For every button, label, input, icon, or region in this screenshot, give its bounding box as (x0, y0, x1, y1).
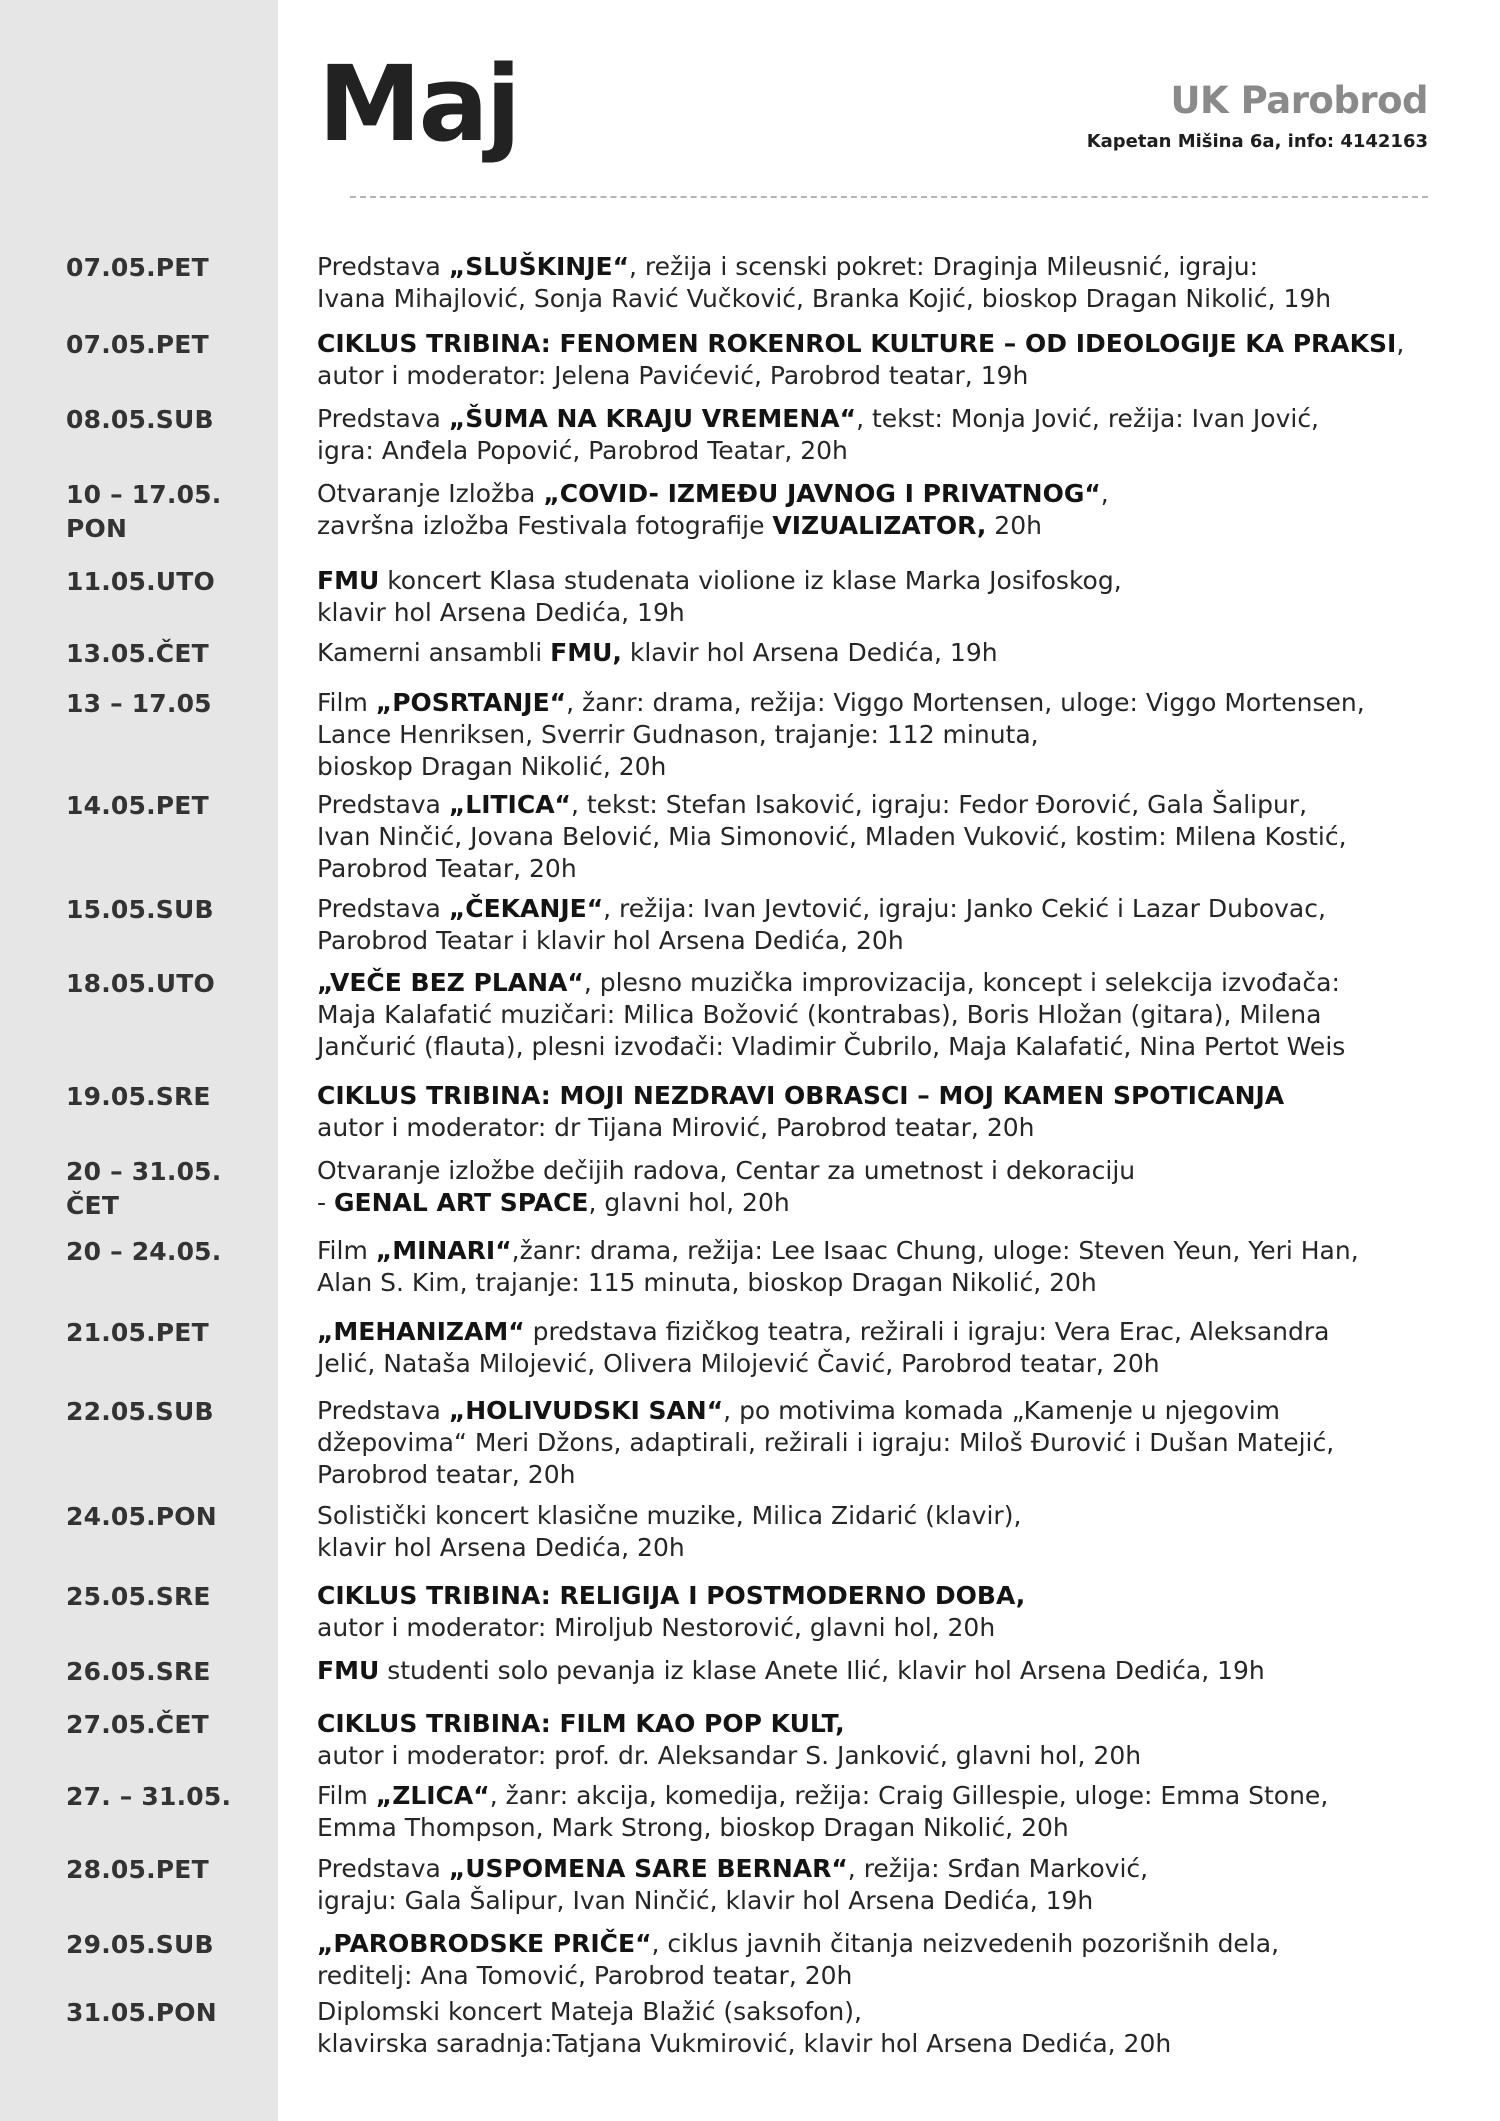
event-date-line: ČET (66, 1191, 120, 1220)
page-title: Maj (318, 43, 519, 165)
event-date (66, 1853, 271, 1887)
event-date (66, 1655, 271, 1689)
event-description (317, 789, 1457, 885)
event-date (66, 1996, 271, 2030)
event-highlight: „POSRTANJE“ (375, 688, 567, 717)
event-highlight: „PAROBRODSKE PRIČE“ (317, 1929, 652, 1958)
event-date-line: 14.05.PET (66, 791, 209, 820)
event-date (66, 1708, 271, 1742)
event-date (66, 967, 271, 1001)
event-description-line (317, 1740, 1457, 1772)
event-text: Kamerni ansambli (317, 638, 551, 667)
event-description (317, 1655, 1457, 1687)
event-text: Film (317, 688, 376, 717)
event-description (317, 637, 1457, 669)
event-date-line: PON (66, 514, 128, 543)
event-description (317, 1500, 1457, 1564)
event-description (317, 1853, 1457, 1917)
event-description-line (317, 1155, 1457, 1187)
event-text: Predstava (317, 404, 449, 433)
event-highlight: „COVID- IZMEĐU JAVNOG I PRIVATNOG“ (543, 479, 1101, 508)
event-text: Predstava (317, 1396, 449, 1425)
event-description-line (317, 1532, 1457, 1564)
event-text: Lance Henriksen, Sverrir Gudnason, trajanje: 112 minuta, (317, 720, 1039, 749)
event-description (317, 1395, 1457, 1491)
event-text: predstava fizičkog teatra, režirali i igraju: Vera Erac, Aleksandra (524, 1317, 1330, 1346)
event-description-line (317, 565, 1457, 597)
event-description (317, 1080, 1457, 1144)
event-description (317, 1780, 1457, 1844)
event-text: , ciklus javnih čitanja neizvedenih pozorišnih dela, (651, 1929, 1280, 1958)
event-highlight: „HOLIVUDSKI SAN“ (448, 1396, 724, 1425)
event-date-line: 21.05.PET (66, 1318, 209, 1347)
event-description-line (317, 1780, 1457, 1812)
event-description-line (317, 510, 1457, 542)
event-description-line (317, 1655, 1457, 1687)
event-text: Diplomski koncert Mateja Blažić (saksofon), (317, 1997, 862, 2026)
event-description-line (317, 435, 1457, 467)
event-date (66, 1500, 271, 1534)
event-highlight: „LITICA“ (448, 790, 571, 819)
event-date (66, 1316, 271, 1350)
event-date (66, 403, 271, 437)
event-description (317, 1708, 1457, 1772)
event-text: autor i moderator: Jelena Pavićević, Parobrod teatar, 19h (317, 361, 1029, 390)
event-description-line (317, 1996, 1457, 2028)
event-text: 20h (986, 511, 1042, 540)
event-text: završna izložba Festivala fotografije (317, 511, 773, 540)
event-date-line: 19.05.SRE (66, 1082, 211, 1111)
event-highlight: FMU (317, 1656, 380, 1685)
event-date (66, 1395, 271, 1429)
event-text: , žanr: drama, režija: Viggo Mortensen, uloge: Viggo Mortensen, (566, 688, 1365, 717)
event-highlight: „ZLICA“ (375, 1781, 490, 1810)
event-highlight: „MINARI“ (375, 1236, 512, 1265)
event-description-line (317, 1459, 1457, 1491)
event-description-line (317, 328, 1457, 360)
event-description (317, 1580, 1457, 1644)
event-text: Maja Kalafatić muzičari: Milica Božović (kontrabas), Boris Hložan (gitara), Milena (317, 1000, 1322, 1029)
event-text: reditelj: Ana Tomović, Parobrod teatar, 20h (317, 1961, 853, 1990)
event-description (317, 403, 1457, 467)
event-description-line (317, 1187, 1457, 1219)
event-description-line (317, 2028, 1457, 2060)
event-date (66, 1080, 271, 1114)
event-text: Parobrod Teatar i klavir hol Arsena Dedića, 20h (317, 926, 904, 955)
event-text: bioskop Dragan Nikolić, 20h (317, 752, 667, 781)
event-text: , glavni hol, 20h (588, 1188, 790, 1217)
event-text: klavir hol Arsena Dedića, 19h (317, 598, 685, 627)
event-text: Predstava (317, 1854, 449, 1883)
event-text: , režija i scenski pokret: Draginja Mileusnić, igraju: (629, 252, 1259, 281)
event-date (66, 637, 271, 671)
event-date (66, 565, 271, 599)
event-highlight: „SLUŠKINJE“ (448, 252, 630, 281)
event-date (66, 687, 271, 721)
event-date-line: 08.05.SUB (66, 405, 214, 434)
event-date-line: 29.05.SUB (66, 1930, 214, 1959)
event-description-line (317, 283, 1457, 315)
event-date (66, 478, 271, 546)
event-text: autor i moderator: Miroljub Nestorović, glavni hol, 20h (317, 1613, 996, 1642)
event-highlight: FMU, (550, 638, 622, 667)
event-text: klavirska saradnja:Tatjana Vukmirović, klavir hol Arsena Dedića, 20h (317, 2029, 1172, 2058)
event-date (66, 789, 271, 823)
event-description (317, 478, 1457, 542)
event-highlight: „ŠUMA NA KRAJU VREMENA“ (448, 404, 857, 433)
header-divider (350, 196, 1428, 198)
event-text: , plesno muzička improvizacija, koncept i selekcija izvođača: (583, 968, 1340, 997)
event-text: studenti solo pevanja iz klase Anete Ilić, klavir hol Arsena Dedića, 19h (379, 1656, 1265, 1685)
event-text: Emma Thompson, Mark Strong, bioskop Dragan Nikolić, 20h (317, 1813, 1069, 1842)
organization-address: Kapetan Mišina 6a, info: 4142163 (1086, 131, 1428, 152)
event-text: , (1396, 329, 1405, 358)
event-description-line (317, 853, 1457, 885)
event-description-line (317, 1580, 1457, 1612)
event-date-line: 10 – 17.05. (66, 480, 222, 509)
event-description-line (317, 1031, 1457, 1063)
event-description (317, 893, 1457, 957)
event-date-line: 07.05.PET (66, 253, 209, 282)
event-description-line (317, 1500, 1457, 1532)
event-text: , žanr: akcija, komedija, režija: Craig Gillespie, uloge: Emma Stone, (489, 1781, 1329, 1810)
event-text: Jelić, Nataša Milojević, Olivera Milojević Čavić, Parobrod teatar, 20h (317, 1349, 1160, 1378)
event-date (66, 1580, 271, 1614)
event-description-line (317, 1612, 1457, 1644)
event-description-line (317, 925, 1457, 957)
event-description-line (317, 1316, 1457, 1348)
event-text: klavir hol Arsena Dedića, 20h (317, 1533, 685, 1562)
event-description (317, 687, 1457, 783)
event-date-line: 15.05.SUB (66, 895, 214, 924)
event-date-line: 31.05.PON (66, 1998, 217, 2027)
event-description-line (317, 1885, 1457, 1917)
event-highlight: GENAL ART SPACE (333, 1188, 589, 1217)
event-highlight: „MEHANIZAM“ (317, 1317, 525, 1346)
event-text: , (1100, 479, 1109, 508)
event-description-line (317, 478, 1457, 510)
event-text: Otvaranje Izložba (317, 479, 544, 508)
event-text: Film (317, 1781, 376, 1810)
event-text: Solistički koncert klasične muzike, Milica Zidarić (klavir), (317, 1501, 1022, 1530)
event-text: Ivana Mihajlović, Sonja Ravić Vučković, Branka Kojić, bioskop Dragan Nikolić, 19h (317, 284, 1332, 313)
event-text: koncert Klasa studenata violione iz klase Marka Josifoskog, (379, 566, 1122, 595)
event-date-line: 27.05.ČET (66, 1710, 209, 1739)
event-date-line: 13.05.ČET (66, 639, 209, 668)
event-text: autor i moderator: prof. dr. Aleksandar S. Janković, glavni hol, 20h (317, 1741, 1142, 1770)
event-text: - (317, 1188, 334, 1217)
event-description (317, 1235, 1457, 1299)
event-text: , tekst: Stefan Isaković, igraju: Fedor Đorović, Gala Šalipur, (570, 790, 1308, 819)
event-description-line (317, 1235, 1457, 1267)
event-date-line: 13 – 17.05 (66, 689, 212, 718)
event-description-line (317, 1112, 1457, 1144)
event-text: klavir hol Arsena Dedića, 19h (621, 638, 998, 667)
event-text: autor i moderator: dr Tijana Mirović, Parobrod teatar, 20h (317, 1113, 1035, 1142)
event-text: Predstava (317, 252, 449, 281)
organization-block (1086, 79, 1428, 152)
event-description (317, 251, 1457, 315)
event-description-line (317, 637, 1457, 669)
event-date-line: 28.05.PET (66, 1855, 209, 1884)
event-description-line (317, 719, 1457, 751)
organization-name: UK Parobrod (1170, 79, 1428, 122)
event-highlight: CIKLUS TRIBINA: FILM KAO POP KULT, (317, 1709, 845, 1738)
event-date-line: 18.05.UTO (66, 969, 215, 998)
event-text: ,žanr: drama, režija: Lee Isaac Chung, uloge: Steven Yeun, Yeri Han, (511, 1236, 1359, 1265)
event-date (66, 251, 271, 285)
event-text: Jančurić (flauta), plesni izvođači: Vladimir Čubrilo, Maja Kalafatić, Nina Pertot Weis (317, 1032, 1346, 1061)
event-text: Parobrod Teatar, 20h (317, 854, 577, 883)
event-highlight: „ČEKANJE“ (448, 894, 604, 923)
event-description-line (317, 893, 1457, 925)
event-description-line (317, 821, 1457, 853)
event-date-line: 07.05.PET (66, 330, 209, 359)
event-text: Film (317, 1236, 376, 1265)
event-description-line (317, 1960, 1457, 1992)
event-text: džepovima“ Meri Džons, adaptirali, režirali i igraju: Miloš Đurović i Dušan Matejić, (317, 1428, 1335, 1457)
event-description (317, 328, 1457, 392)
event-description (317, 1928, 1457, 1992)
event-date-line: 20 – 24.05. (66, 1237, 222, 1266)
event-date-line: 11.05.UTO (66, 567, 215, 596)
event-highlight: CIKLUS TRIBINA: FENOMEN ROKENROL KULTURE – OD IDEOLOGIJE KA PRAKSI (317, 329, 1397, 358)
event-description-line (317, 967, 1457, 999)
event-description (317, 1316, 1457, 1380)
event-description (317, 1155, 1457, 1219)
event-description (317, 967, 1457, 1063)
event-description-line (317, 999, 1457, 1031)
event-highlight: VIZUALIZATOR, (772, 511, 987, 540)
event-text: , po motivima komada „Kamenje u njegovim (723, 1396, 1281, 1425)
event-description-line (317, 360, 1457, 392)
event-date-line: 27. – 31.05. (66, 1782, 232, 1811)
event-highlight: FMU (317, 566, 380, 595)
event-date-line: 25.05.SRE (66, 1582, 211, 1611)
event-description-line (317, 1812, 1457, 1844)
event-text: igraju: Gala Šalipur, Ivan Ninčić, klavir hol Arsena Dedića, 19h (317, 1886, 1094, 1915)
event-description-line (317, 1080, 1457, 1112)
event-date-line: 20 – 31.05. (66, 1157, 222, 1186)
event-date (66, 1928, 271, 1962)
event-description-line (317, 1348, 1457, 1380)
event-date-line: 24.05.PON (66, 1502, 217, 1531)
event-date-line: 26.05.SRE (66, 1657, 211, 1686)
event-date (66, 1780, 271, 1814)
event-description-line (317, 1853, 1457, 1885)
event-date (66, 1155, 271, 1223)
event-description-line (317, 789, 1457, 821)
event-date (66, 328, 271, 362)
event-text: Predstava (317, 790, 449, 819)
event-text: , režija: Ivan Jevtović, igraju: Janko Cekić i Lazar Dubovac, (603, 894, 1326, 923)
event-date-line: 22.05.SUB (66, 1397, 214, 1426)
event-description (317, 1996, 1457, 2060)
event-text: Alan S. Kim, trajanje: 115 minuta, bioskop Dragan Nikolić, 20h (317, 1268, 1097, 1297)
event-text: , tekst: Monja Jović, režija: Ivan Jović, (856, 404, 1320, 433)
event-text: Parobrod teatar, 20h (317, 1460, 576, 1489)
event-description-line (317, 687, 1457, 719)
event-description-line (317, 251, 1457, 283)
event-description-line (317, 751, 1457, 783)
event-date (66, 893, 271, 927)
event-description-line (317, 597, 1457, 629)
event-date (66, 1235, 271, 1269)
event-text: igra: Anđela Popović, Parobrod Teatar, 20h (317, 436, 848, 465)
event-description-line (317, 1427, 1457, 1459)
event-text: Ivan Ninčić, Jovana Belović, Mia Simonović, Mladen Vuković, kostim: Milena Kostić, (317, 822, 1347, 851)
event-text: Predstava (317, 894, 449, 923)
event-text: , režija: Srđan Marković, (847, 1854, 1149, 1883)
event-description-line (317, 403, 1457, 435)
event-description-line (317, 1395, 1457, 1427)
event-highlight: „VEČE BEZ PLANA“ (317, 968, 584, 997)
event-highlight: CIKLUS TRIBINA: RELIGIJA I POSTMODERNO DOBA, (317, 1581, 1026, 1610)
event-description (317, 565, 1457, 629)
event-highlight: CIKLUS TRIBINA: MOJI NEZDRAVI OBRASCI – MOJ KAMEN SPOTICANJA (317, 1081, 1285, 1110)
event-description-line (317, 1928, 1457, 1960)
event-description-line (317, 1267, 1457, 1299)
event-description-line (317, 1708, 1457, 1740)
event-highlight: „USPOMENA SARE BERNAR“ (448, 1854, 848, 1883)
event-text: Otvaranje izložbe dečijih radova, Centar za umetnost i dekoraciju (317, 1156, 1136, 1185)
